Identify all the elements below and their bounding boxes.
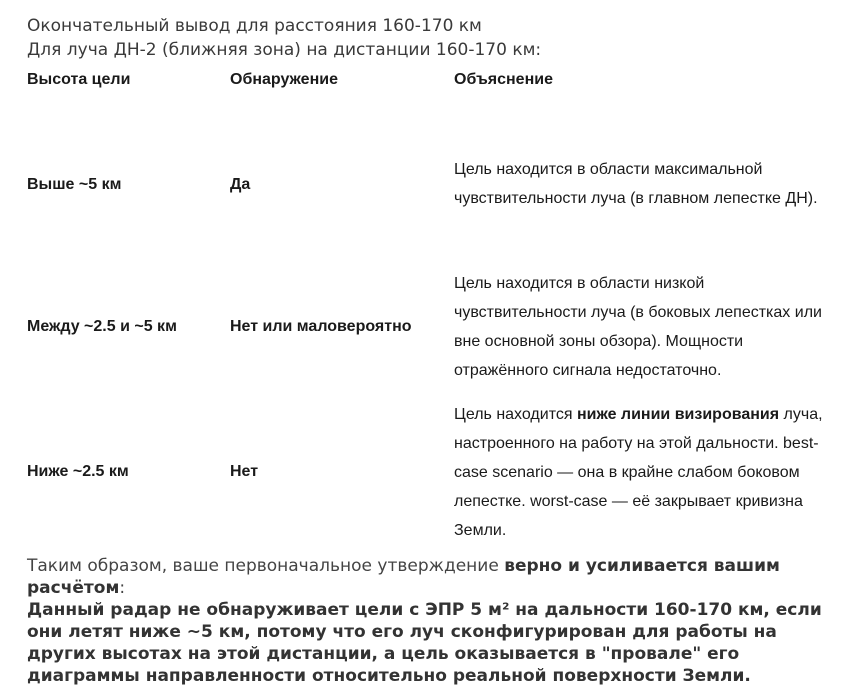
cell-height: Ниже ~2.5 км xyxy=(27,463,129,480)
summary-lead-text: Таким образом, ваше первоначальное утверждение xyxy=(27,556,505,576)
column-header-explanation: Объяснение xyxy=(454,71,553,88)
table-row xyxy=(27,395,827,549)
document-body xyxy=(27,14,837,687)
cell-detection: Да xyxy=(230,175,251,193)
summary-lead xyxy=(27,555,837,599)
explanation-emphasis: ниже линии визирования xyxy=(576,405,780,423)
table-header-row xyxy=(27,71,827,95)
cell-height: Выше ~5 км xyxy=(27,175,122,193)
heading-line-1: Окончательный вывод для расстояния 160-170 км xyxy=(27,16,482,36)
table-row xyxy=(27,258,827,395)
cell-detection: Нет xyxy=(230,463,259,480)
cell-explanation: Цель находится в области низкой чувствительности луча (в боковых лепестках или вне основной зоны обзора). Мощности отражённого сигнала недостаточно. xyxy=(454,274,822,379)
table-row xyxy=(27,95,827,258)
cell-detection: Нет или маловероятно xyxy=(230,317,412,335)
summary-lead-colon: : xyxy=(119,578,126,598)
results-table xyxy=(27,71,827,549)
cell-explanation: Цель находится в области максимальной чувствительности луча (в главном лепестке ДН). xyxy=(454,160,818,207)
summary-lead-emphasis: верно и усиливается вашим расчётом xyxy=(27,556,780,598)
summary-conclusion: Данный радар не обнаруживает цели с ЭПР 5 м² на дальности 160-170 км, если они летят ниже ~5 км, потому что его луч сконфигурирован для работы на других высотах на этой дистанции, а цель оказывается в "провале" его диаграммы направленности относительно реальной поверхности Земли. xyxy=(27,600,822,686)
column-header-height: Высота цели xyxy=(27,71,131,88)
cell-explanation xyxy=(454,395,827,549)
explanation-text-end: луча, настроенного на работу на этой дальности. best-case scenario — она в крайне слабом боковом лепестке. worst-case — её закрывает кривизна Земли. xyxy=(454,405,823,539)
column-header-detection: Обнаружение xyxy=(230,71,338,88)
heading-line-2: Для луча ДН-2 (ближняя зона) на дистанции 160-170 км: xyxy=(27,40,542,60)
explanation-text-start: Цель находится xyxy=(454,405,577,423)
cell-height: Между ~2.5 и ~5 км xyxy=(27,317,177,335)
